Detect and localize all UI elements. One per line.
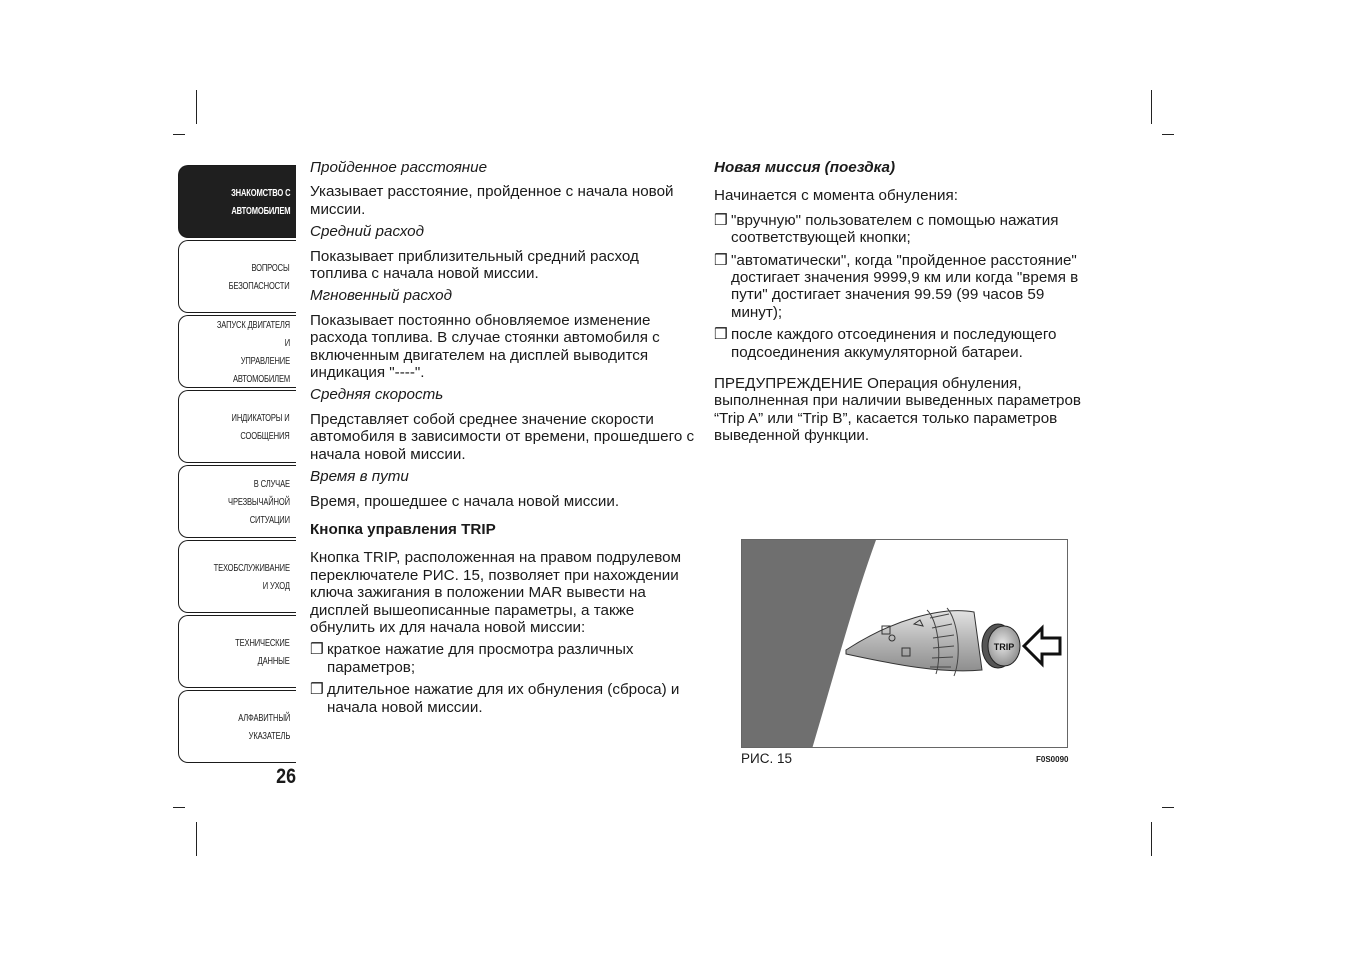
figure-trip-stalk [741,539,1068,748]
crop-mark [1151,90,1152,124]
tab-label: ТЕХНИЧЕСКИЕ ДАННЫЕ [235,636,290,667]
paragraph-distance: Указывает расстояние, пройденное с начала новой миссии. [310,183,674,218]
paragraph-intro: Начинается с момента обнуления: [714,187,958,205]
subheading-avg-consumption: Средний расход [310,223,424,241]
tab-label: ТЕХОБСЛУЖИВАНИЕ И УХОД [213,561,290,592]
crop-mark [196,90,197,124]
crop-mark [173,807,185,808]
crop-mark [173,134,185,135]
heading-new-mission: Новая миссия (поездка) [714,159,896,176]
checkbox-bullet-icon: ❒ [714,251,728,269]
checkbox-bullet-icon: ❒ [310,641,324,659]
tab-label: В СЛУЧАЕ ЧРЕЗВЫЧАЙНОЙ СИТУАЦИИ [228,477,290,526]
stalk-illustration [742,540,1068,748]
list-item: ❒ "вручную" пользователем с помощью нажатия соответствующей кнопки; [714,211,1059,247]
subheading-distance: Пройденное расстояние [310,159,488,176]
list-item: ❒ "автоматически", когда "пройденное расстояние" достигает значения 9999,9 км или когда "время в пути" достигает значения 99.59 (99 часов 59 минут); [714,251,1079,321]
checkbox-bullet-icon: ❒ [714,211,728,229]
figure-caption: РИС. 15 [741,751,792,766]
tab-index[interactable] [178,690,296,763]
subheading-instant-consumption: Мгновенный расход [310,287,452,305]
paragraph-trip-button: Кнопка TRIP, расположенная на правом подрулевом переключателе РИС. 15, позволяет при нахождении ключа зажигания в положении MAR вывести на дисплей вышеописанные параметры, а также обнулить их для начала новой миссии: [310,549,682,636]
tab-starting-and-driving[interactable] [178,315,296,388]
arrow-icon [1024,628,1060,664]
list-item: ❒ длительное нажатие для их обнуления (сброса) и начала новой миссии. [310,681,680,716]
checkbox-bullet-icon: ❒ [310,681,324,699]
tab-maintenance[interactable] [178,540,296,613]
checkbox-bullet-icon: ❒ [714,326,728,344]
left-column [310,159,700,721]
tab-emergency[interactable] [178,465,296,538]
list-item: ❒ краткое нажатие для просмотра различных параметров; [310,641,634,676]
tab-label: ЗАПУСК ДВИГАТЕЛЯ И УПРАВЛЕНИЕ АВТОМОБИЛЕМ [216,318,290,385]
figure-code: F0S0090 [1036,755,1069,764]
tab-label: ВОПРОСЫ БЕЗОПАСНОСТИ [229,261,290,292]
right-column [714,159,1099,450]
tab-label: ИНДИКАТОРЫ И СООБЩЕНИЯ [231,411,290,442]
tab-getting-to-know-car[interactable] [178,165,296,238]
crop-mark [1151,822,1152,856]
crop-mark [196,822,197,856]
heading-trip-button: Кнопка управления TRIP [310,520,496,538]
subheading-avg-speed: Средняя скорость [310,386,444,404]
crop-mark [1162,807,1174,808]
paragraph-avg-speed: Представляет собой среднее значение скорости автомобиля в зависимости от времени, прошедшего с начала новой миссии. [310,410,695,463]
page-number: 26 [276,765,296,788]
paragraph-warning: ПРЕДУПРЕЖДЕНИЕ Операция обнуления, выполненная при наличии выведенных параметров “Trip A” или “Trip B”, касается только параметров выведенной функции. [714,375,1082,445]
subheading-travel-time: Время в пути [310,468,409,486]
tab-label: ЗНАКОМСТВО С АВТОМОБИЛЕМ [230,186,290,217]
tab-label: АЛФАВИТНЫЙ УКАЗАТЕЛЬ [238,711,290,742]
paragraph-avg-consumption: Показывает приблизительный средний расход топлива с начала новой миссии. [310,247,639,283]
list-item: ❒ после каждого отсоединения и последующего подсоединения аккумуляторной батареи. [714,326,1057,361]
trip-button-label: TRIP [993,642,1015,652]
paragraph-travel-time: Время, прошедшее с начала новой миссии. [310,492,620,510]
paragraph-instant-consumption: Показывает постоянно обновляемое изменение расхода топлива. В случае стоянки автомобиля с включенным двигателем на дисплей выводится индикация "----". [310,311,660,382]
stalk-body [846,611,982,671]
tab-safety[interactable] [178,240,296,313]
tab-technical-data[interactable] [178,615,296,688]
tab-warning-lights[interactable] [178,390,296,463]
crop-mark [1162,134,1174,135]
